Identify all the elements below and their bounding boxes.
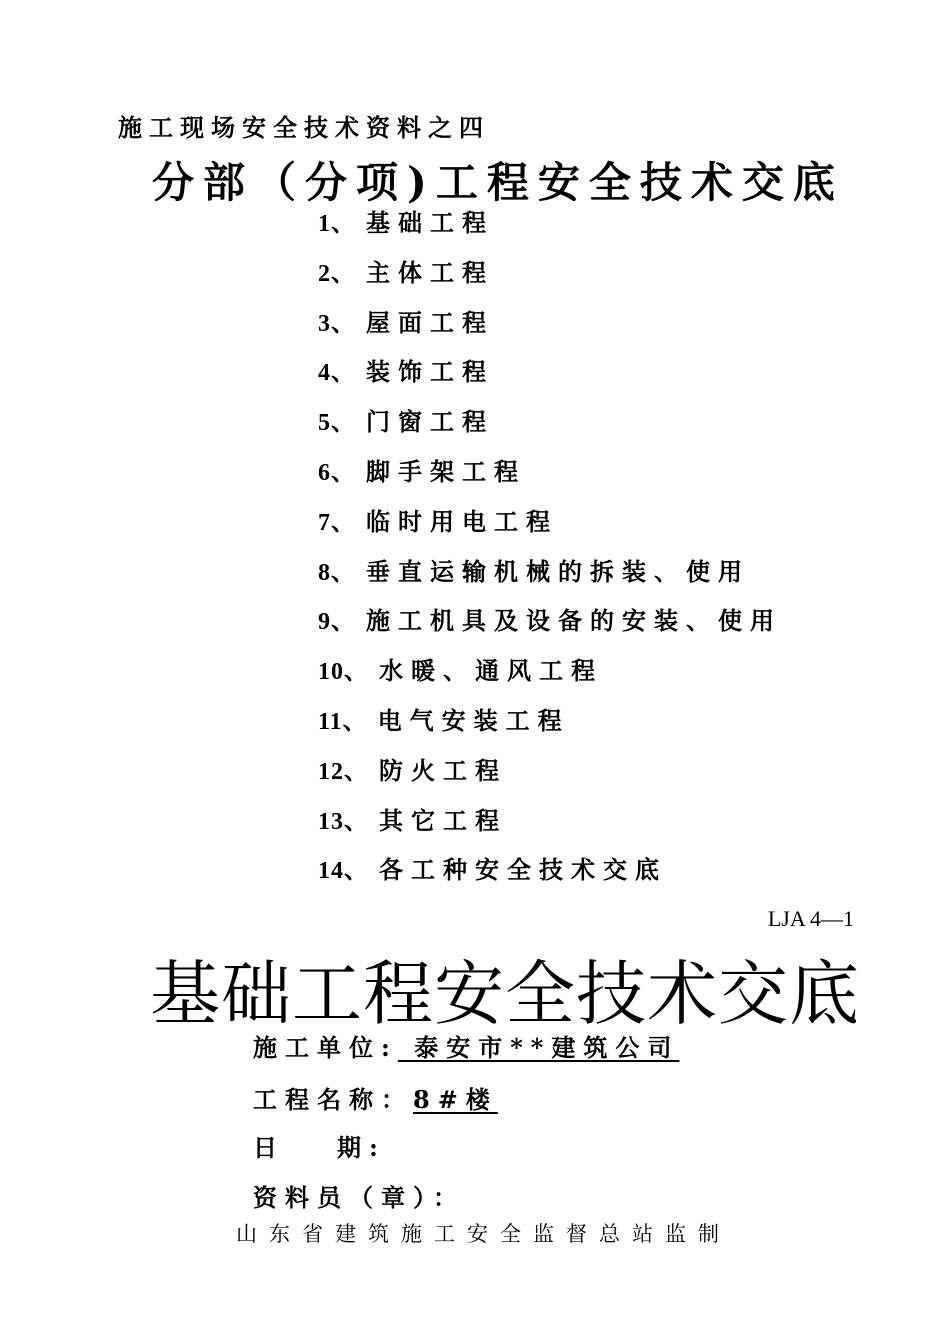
toc-item-number: 9、 [318, 609, 356, 636]
toc-item-number: 8、 [318, 559, 356, 586]
toc-item-label: 屋面工程 [366, 307, 494, 337]
toc-item-number: 7、 [318, 509, 356, 536]
toc-item-label: 电气安装工程 [377, 705, 570, 735]
toc-item [318, 404, 782, 454]
toc-item-number: 1、 [318, 211, 356, 237]
toc-item [318, 603, 782, 653]
toc-item-label: 主体工程 [366, 257, 494, 287]
project-name-label: 工程名称： [253, 1085, 413, 1114]
toc-item-label: 装饰工程 [366, 357, 494, 387]
toc-item [318, 653, 782, 703]
toc-list [318, 205, 782, 902]
toc-item-label: 垂直运输机械的拆装、使用 [366, 556, 750, 586]
toc-item-number: 5、 [318, 410, 356, 437]
toc-item-label: 基础工程 [366, 208, 494, 237]
toc-item-number: 10、 [318, 659, 369, 686]
project-name-value: 8#楼 [413, 1085, 498, 1114]
construction-unit-value: 泰安市**建筑公司 [397, 1033, 680, 1062]
toc-item [318, 255, 782, 305]
toc-item-number: 6、 [318, 459, 356, 486]
date-row [253, 1128, 386, 1163]
toc-item-label: 脚手架工程 [366, 456, 526, 486]
toc-item [318, 703, 782, 753]
series-title: 施工现场安全技术资料之四 [118, 113, 490, 142]
date-label-first: 日 [253, 1133, 285, 1162]
toc-item-number: 12、 [318, 758, 369, 785]
toc-item-label: 其它工程 [379, 805, 507, 835]
construction-unit-row [253, 1028, 679, 1063]
clerk-row [253, 1178, 465, 1213]
construction-unit-label: 施工单位: [253, 1033, 398, 1062]
form-title: 基础工程安全技术交底 [150, 953, 860, 1035]
toc-item-number: 4、 [318, 360, 356, 387]
toc-item-label: 临时用电工程 [366, 506, 558, 536]
toc-item-number: 3、 [318, 310, 356, 337]
toc-item-number: 11、 [318, 708, 368, 735]
date-label-second: 期: [337, 1133, 386, 1162]
toc-item [318, 554, 782, 604]
project-name-row [253, 1080, 498, 1115]
issuer-footer: 山东省建筑施工安全监督总站监制 [236, 1222, 731, 1246]
toc-item [318, 803, 782, 853]
toc-item-label: 防火工程 [379, 755, 507, 785]
toc-item-label: 施工机具及设备的安装、使用 [366, 606, 782, 636]
toc-item [318, 852, 782, 902]
toc-item [318, 753, 782, 803]
toc-item [318, 205, 782, 255]
toc-item-number: 13、 [318, 808, 369, 835]
form-code: LJA 4—1 [767, 906, 854, 931]
clerk-label: 资料员（章）： [253, 1183, 465, 1212]
toc-item-label: 各工种安全技术交底 [379, 855, 667, 885]
toc-item-label: 门窗工程 [366, 407, 494, 437]
toc-item-label: 水暖、通风工程 [379, 656, 603, 686]
toc-item [318, 305, 782, 355]
toc-item [318, 354, 782, 404]
toc-item [318, 454, 782, 504]
toc-item-number: 2、 [318, 260, 356, 287]
toc-item-number: 14、 [318, 858, 369, 885]
section-title: 分部（分项)工程安全技术交底 [152, 158, 844, 207]
toc-item [318, 504, 782, 554]
